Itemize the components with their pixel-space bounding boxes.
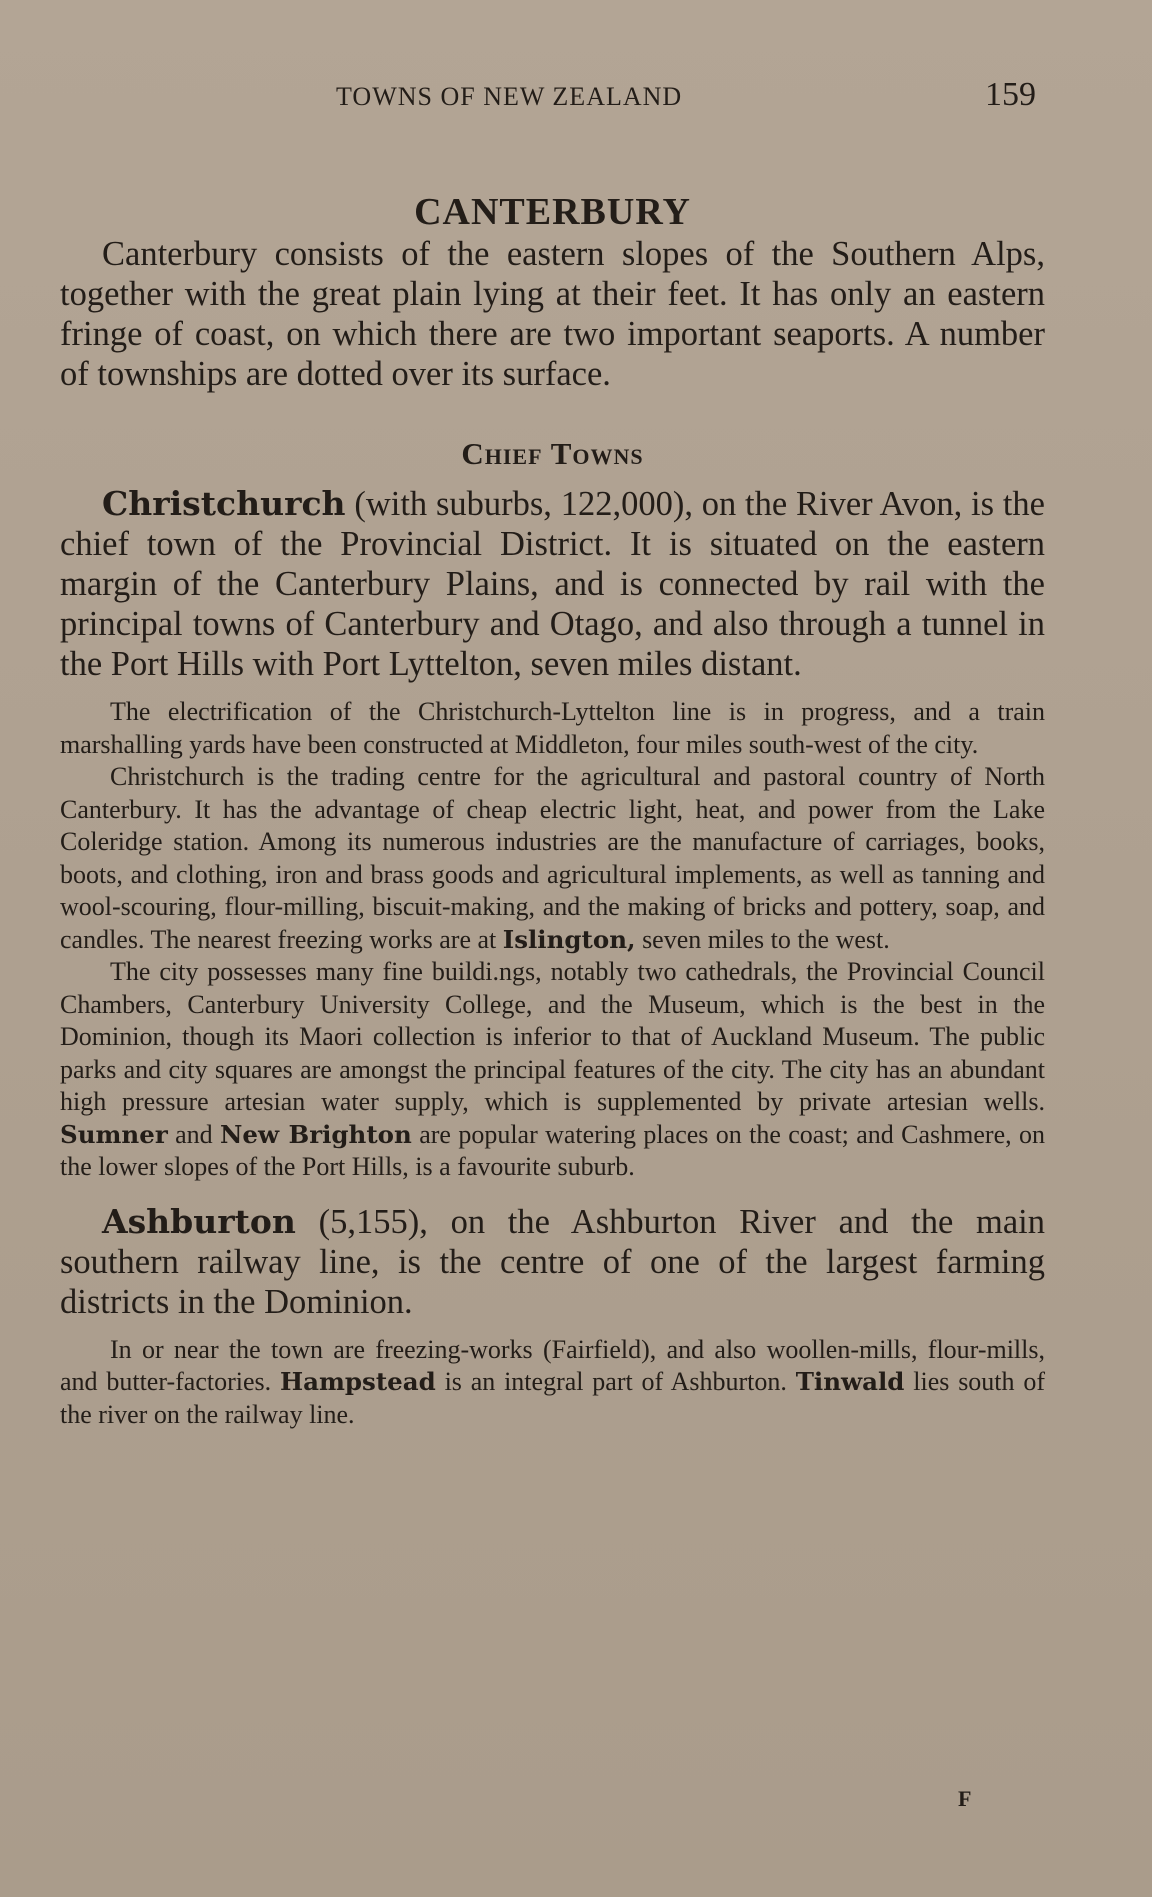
place-name-islington: Islington, xyxy=(502,924,636,954)
place-name-hampstead: Hampstead xyxy=(279,1367,436,1396)
section-title: CANTERBURY xyxy=(414,191,691,233)
paragraph-text: Christchurch is the trading centre for the agricultural and pastoral country of North Canterbury. It has the advantage of cheap electric light, heat, and power from the Lake Coleridge station. Among its numerous industries are the manufacture of carriages, books, boots, and clothing, iron and brass goods and agricultural implements, as well as tanning and wool-scouring, flour-milling, biscuit-making, and the making of bricks and pottery, soap, and candles. The nearest freezing works are at xyxy=(60,762,1045,954)
page-content xyxy=(60,190,1045,1431)
paragraph-text: lies south of the river on the railway line. xyxy=(60,1367,1046,1429)
place-name-new-brighton: New Brighton xyxy=(220,1119,412,1149)
christchurch-lead-text: (with suburbs, 122,000), on the River Avon, is the chief town of the Provincial District. It is situated on the eastern margin of the Canterbury Plains, and is connected by rail with the principal towns of Canterbury and Otago, and also through a tunnel in the Port Hills with Port Lyttelton, seven miles distant. xyxy=(60,485,1045,683)
ashburton-lead xyxy=(60,1202,1045,1322)
christchurch-name: Christchurch xyxy=(102,484,346,523)
page-number: 159 xyxy=(985,76,1036,113)
paragraph-text: is an integral part of Ashburton. xyxy=(435,1367,796,1396)
running-head xyxy=(0,78,1152,118)
signature-mark: F xyxy=(958,1786,972,1811)
running-title: TOWNS OF NEW ZEALAND xyxy=(336,82,683,111)
paragraph-text: are popular watering places on the coast; and Cashmere, on the lower slopes of the Port Hills, is a favourite suburb. xyxy=(60,1119,1045,1181)
ashburton-name: Ashburton xyxy=(102,1201,296,1241)
ashburton-lead-text: (5,155), on the Ashburton River and the main southern railway line, is the centre of one of the largest farming districts in the Dominion. xyxy=(60,1202,1045,1321)
paragraph-text: The city possesses many fine buildi.ngs, notably two cathedrals, the Provincial Council Chambers, Canterbury University College, and the Museum, which is the best in the Dominion, though its Maori collection is inferior to that of Auckland Museum. The public parks and city squares are amongst the principal features of the city. The city has an abundant high pressure artesian water supply, which is supplemented by private artesian wells. xyxy=(60,957,1045,1116)
place-name-sumner: Sumner xyxy=(60,1119,168,1149)
paragraph-text: seven miles to the west. xyxy=(635,924,890,954)
christchurch-lead xyxy=(60,484,1045,684)
christchurch-paragraph-3 xyxy=(60,956,1045,1184)
paragraph-text: and xyxy=(167,1119,221,1149)
place-name-tinwald: Tinwald xyxy=(795,1367,905,1396)
intro-paragraph: Canterbury consists of the eastern slopes of the Southern Alps, together with the great plain lying at their feet. It has only an eastern fringe of coast, on which there are two important seaports. A number of townships are dotted over its surface. xyxy=(60,235,1045,393)
ashburton-paragraph xyxy=(60,1334,1045,1432)
chief-towns-heading: Chief Towns xyxy=(461,436,644,471)
christchurch-paragraph-1: The electrification of the Christchurch-Lyttelton line is in progress, and a train marshalling yards have been constructed at Middleton, four miles south-west of the city. xyxy=(60,697,1045,759)
christchurch-paragraph-2 xyxy=(60,761,1045,956)
paragraph-text: In or near the town are freezing-works (Fairfield), and also woollen-mills, flour-mills, and butter-factories. xyxy=(60,1334,1045,1396)
